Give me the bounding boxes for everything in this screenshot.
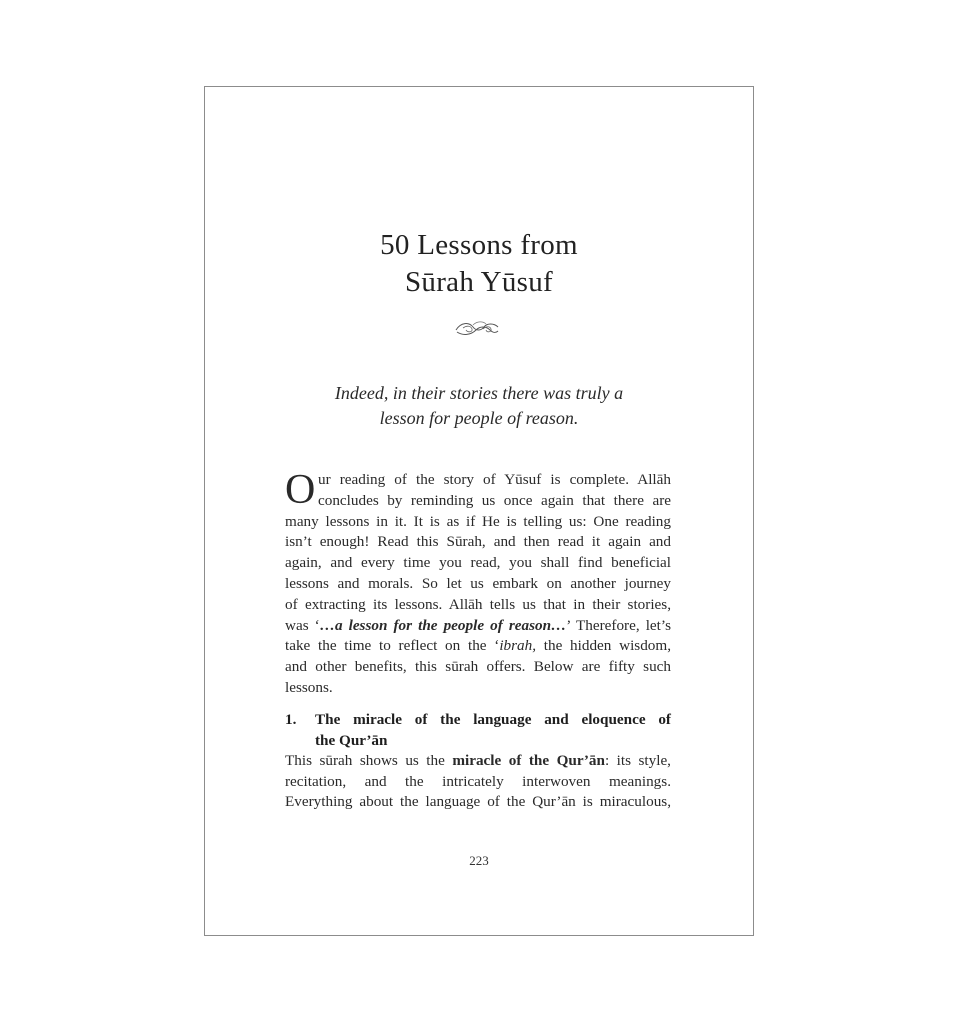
intro-line-3: many lessons in it. It is as if He is telling us: One reading	[285, 512, 671, 530]
lesson-1-line-1	[285, 751, 671, 772]
intro-line-6: lessons and morals. So let us embark on another journey	[285, 574, 671, 592]
intro-line-9-end: the hidden wisdom,	[536, 637, 671, 655]
lesson-1-line-1-start: This sūrah shows us the	[285, 751, 453, 769]
intro-line-8-start: was ‘	[285, 616, 320, 634]
chapter-title-line-1: 50 Lessons from	[380, 229, 578, 261]
epigraph-line-2: lesson for people of reason.	[379, 408, 579, 428]
body-text	[285, 467, 672, 813]
miracle-phrase: miracle of the Qur’ān	[452, 751, 605, 769]
lesson-1-line-3: Everything about the language of the Qur’ān is miraculous,	[285, 793, 671, 811]
chapter-title	[205, 227, 753, 301]
intro-line-7: of extracting its lessons. Allāh tells us that in their stories,	[285, 595, 671, 613]
intro-line-8	[285, 616, 671, 637]
lesson-1-heading	[285, 709, 671, 751]
intro-line-1: ur reading of the story of Yūsuf is complete. Allāh	[318, 471, 671, 488]
ibrah-term: ibrah,	[499, 637, 537, 655]
drop-cap: O	[285, 467, 316, 513]
lesson-1-line-1-end: : its style,	[604, 751, 671, 769]
lesson-1-title-start: The miracle of the language and eloquence of	[315, 710, 671, 728]
epigraph-quote	[205, 381, 753, 431]
lesson-number: 1.	[285, 710, 297, 728]
intro-line-10: and other benefits, this sūrah offers. Below are fifty such	[285, 658, 671, 676]
quoted-lesson-phrase: …a lesson for the people of reason…	[319, 616, 567, 634]
lesson-1-heading-line-2: the Qur’ān	[315, 731, 388, 749]
chapter-title-line-2: Sūrah Yūsuf	[404, 266, 554, 298]
intro-line-5: again, and every time you read, you shall find beneficial	[285, 554, 671, 572]
intro-line-9-start: take the time to reflect on the ‘	[285, 637, 500, 655]
intro-line-4: isn’t enough! Read this Sūrah, and then read it again and	[285, 533, 671, 551]
flourish-ornament-icon	[453, 318, 501, 338]
lesson-1-line-2: recitation, and the intricately interwoven meanings.	[285, 772, 671, 790]
page-number: 223	[469, 853, 489, 868]
intro-paragraph	[285, 467, 672, 699]
epigraph-line-1: Indeed, in their stories there was truly a	[334, 383, 624, 403]
intro-line-11: lessons.	[285, 678, 333, 696]
book-page	[204, 86, 754, 936]
intro-line-9	[285, 636, 671, 657]
intro-line-8-end: ’ Therefore, let’s	[566, 616, 672, 634]
lesson-1-paragraph	[285, 751, 671, 813]
lesson-1-heading-line-1	[285, 709, 671, 730]
intro-line-2: concludes by reminding us once again that there are	[318, 491, 671, 509]
